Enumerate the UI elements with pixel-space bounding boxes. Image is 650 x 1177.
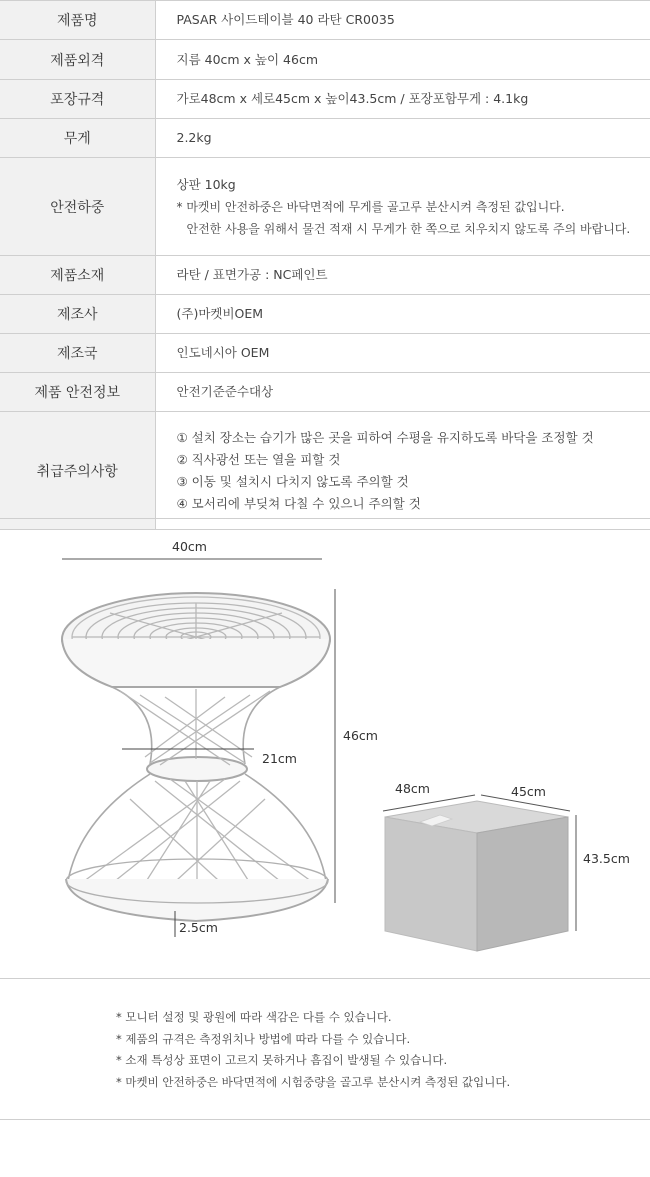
spec-label: 제품명: [0, 1, 155, 40]
spec-value-line: 라탄 / 표면가공 : NC페인트: [176, 267, 328, 282]
spec-value-line: * 마켓비 안전하중은 바닥면적에 무게를 골고루 분산시켜 측정된 값입니다.: [176, 199, 565, 214]
spec-label: 제품 안전정보: [0, 373, 155, 412]
spec-table: [0, 0, 650, 530]
spec-label: 포장규격: [0, 80, 155, 119]
spec-row: [0, 119, 650, 158]
spec-value: [155, 412, 650, 530]
spec-value: [155, 158, 650, 256]
spec-value: [155, 40, 650, 80]
note-line: * 마켓비 안전하중은 바닥면적에 시험중량을 골고루 분산시켜 측정된 값입니다.: [116, 1074, 511, 1089]
spec-value: [155, 80, 650, 119]
note-line: * 모니터 설정 및 광원에 따라 색감은 다를 수 있습니다.: [116, 1010, 392, 1024]
spec-value-line: PASAR 사이드테이블 40 라탄 CR0035: [176, 12, 395, 27]
width-label: 40cm: [172, 539, 207, 554]
spec-value: [155, 334, 650, 373]
waist-label: 21cm: [262, 751, 297, 766]
spec-value: [155, 1, 650, 40]
spec-row: [0, 373, 650, 412]
spec-label: 제조국: [0, 334, 155, 373]
spec-value-line: 지름 40cm x 높이 46cm: [176, 51, 319, 67]
spec-value-line: ④ 모서리에 부딪쳐 다칠 수 있으니 주의할 것: [176, 495, 421, 511]
dimension-diagram: [0, 518, 650, 978]
spec-value-line: ② 직사광선 또는 열을 피할 것: [176, 451, 341, 467]
package-box-illustration: [385, 801, 568, 951]
spec-value-line: (주)마켓비OEM: [176, 306, 264, 321]
spec-label: 취급주의사항: [0, 412, 155, 530]
spec-row: [0, 334, 650, 373]
spec-label: 무게: [0, 119, 155, 158]
spec-row: [0, 1, 650, 40]
spec-value-line: ① 설치 장소는 습기가 많은 곳을 피하여 수평을 유지하도록 바닥을 조정할 것: [176, 429, 594, 445]
spec-value: [155, 373, 650, 412]
spec-row: [0, 412, 650, 530]
spec-row: [0, 40, 650, 80]
spec-value: [155, 256, 650, 295]
spec-value-line: 2.2kg: [176, 130, 212, 145]
spec-value-line: 안전한 사용을 위해서 물건 적재 시 무게가 한 쪽으로 치우치지 않도록 주의 바랍니다.: [186, 221, 631, 236]
spec-value-line: 인도네시아 OEM: [176, 345, 270, 360]
box-depth-label: 45cm: [511, 784, 546, 799]
spec-value: [155, 295, 650, 334]
notes-section: [0, 978, 650, 1120]
spec-value: [155, 119, 650, 158]
spec-label: 안전하중: [0, 158, 155, 256]
spec-row: [0, 80, 650, 119]
spec-value-line: ③ 이동 및 설치시 다치지 않도록 주의할 것: [176, 473, 409, 489]
spec-row: [0, 158, 650, 256]
spec-label: 제품외격: [0, 40, 155, 80]
base-label: 2.5cm: [179, 920, 218, 935]
diagram-svg: [0, 519, 650, 979]
spec-row: [0, 256, 650, 295]
note-line: * 소재 특성상 표면이 고르지 못하거나 흠집이 발생될 수 있습니다.: [116, 1053, 448, 1067]
note-line: * 제품의 규격은 측정위치나 방법에 따라 다를 수 있습니다.: [116, 1031, 411, 1046]
spec-value-line: 안전기준준수대상: [176, 384, 274, 399]
spec-row: [0, 295, 650, 334]
height-label: 46cm: [343, 728, 378, 743]
spec-value-line: 상판 10kg: [176, 176, 236, 192]
spec-value-line: 가로48cm x 세로45cm x 높이43.5cm / 포장포함무게 : 4.1kg: [176, 91, 529, 106]
spec-label: 제품소재: [0, 256, 155, 295]
spec-label: 제조사: [0, 295, 155, 334]
box-width-label: 48cm: [395, 781, 430, 796]
box-height-label: 43.5cm: [583, 851, 630, 866]
